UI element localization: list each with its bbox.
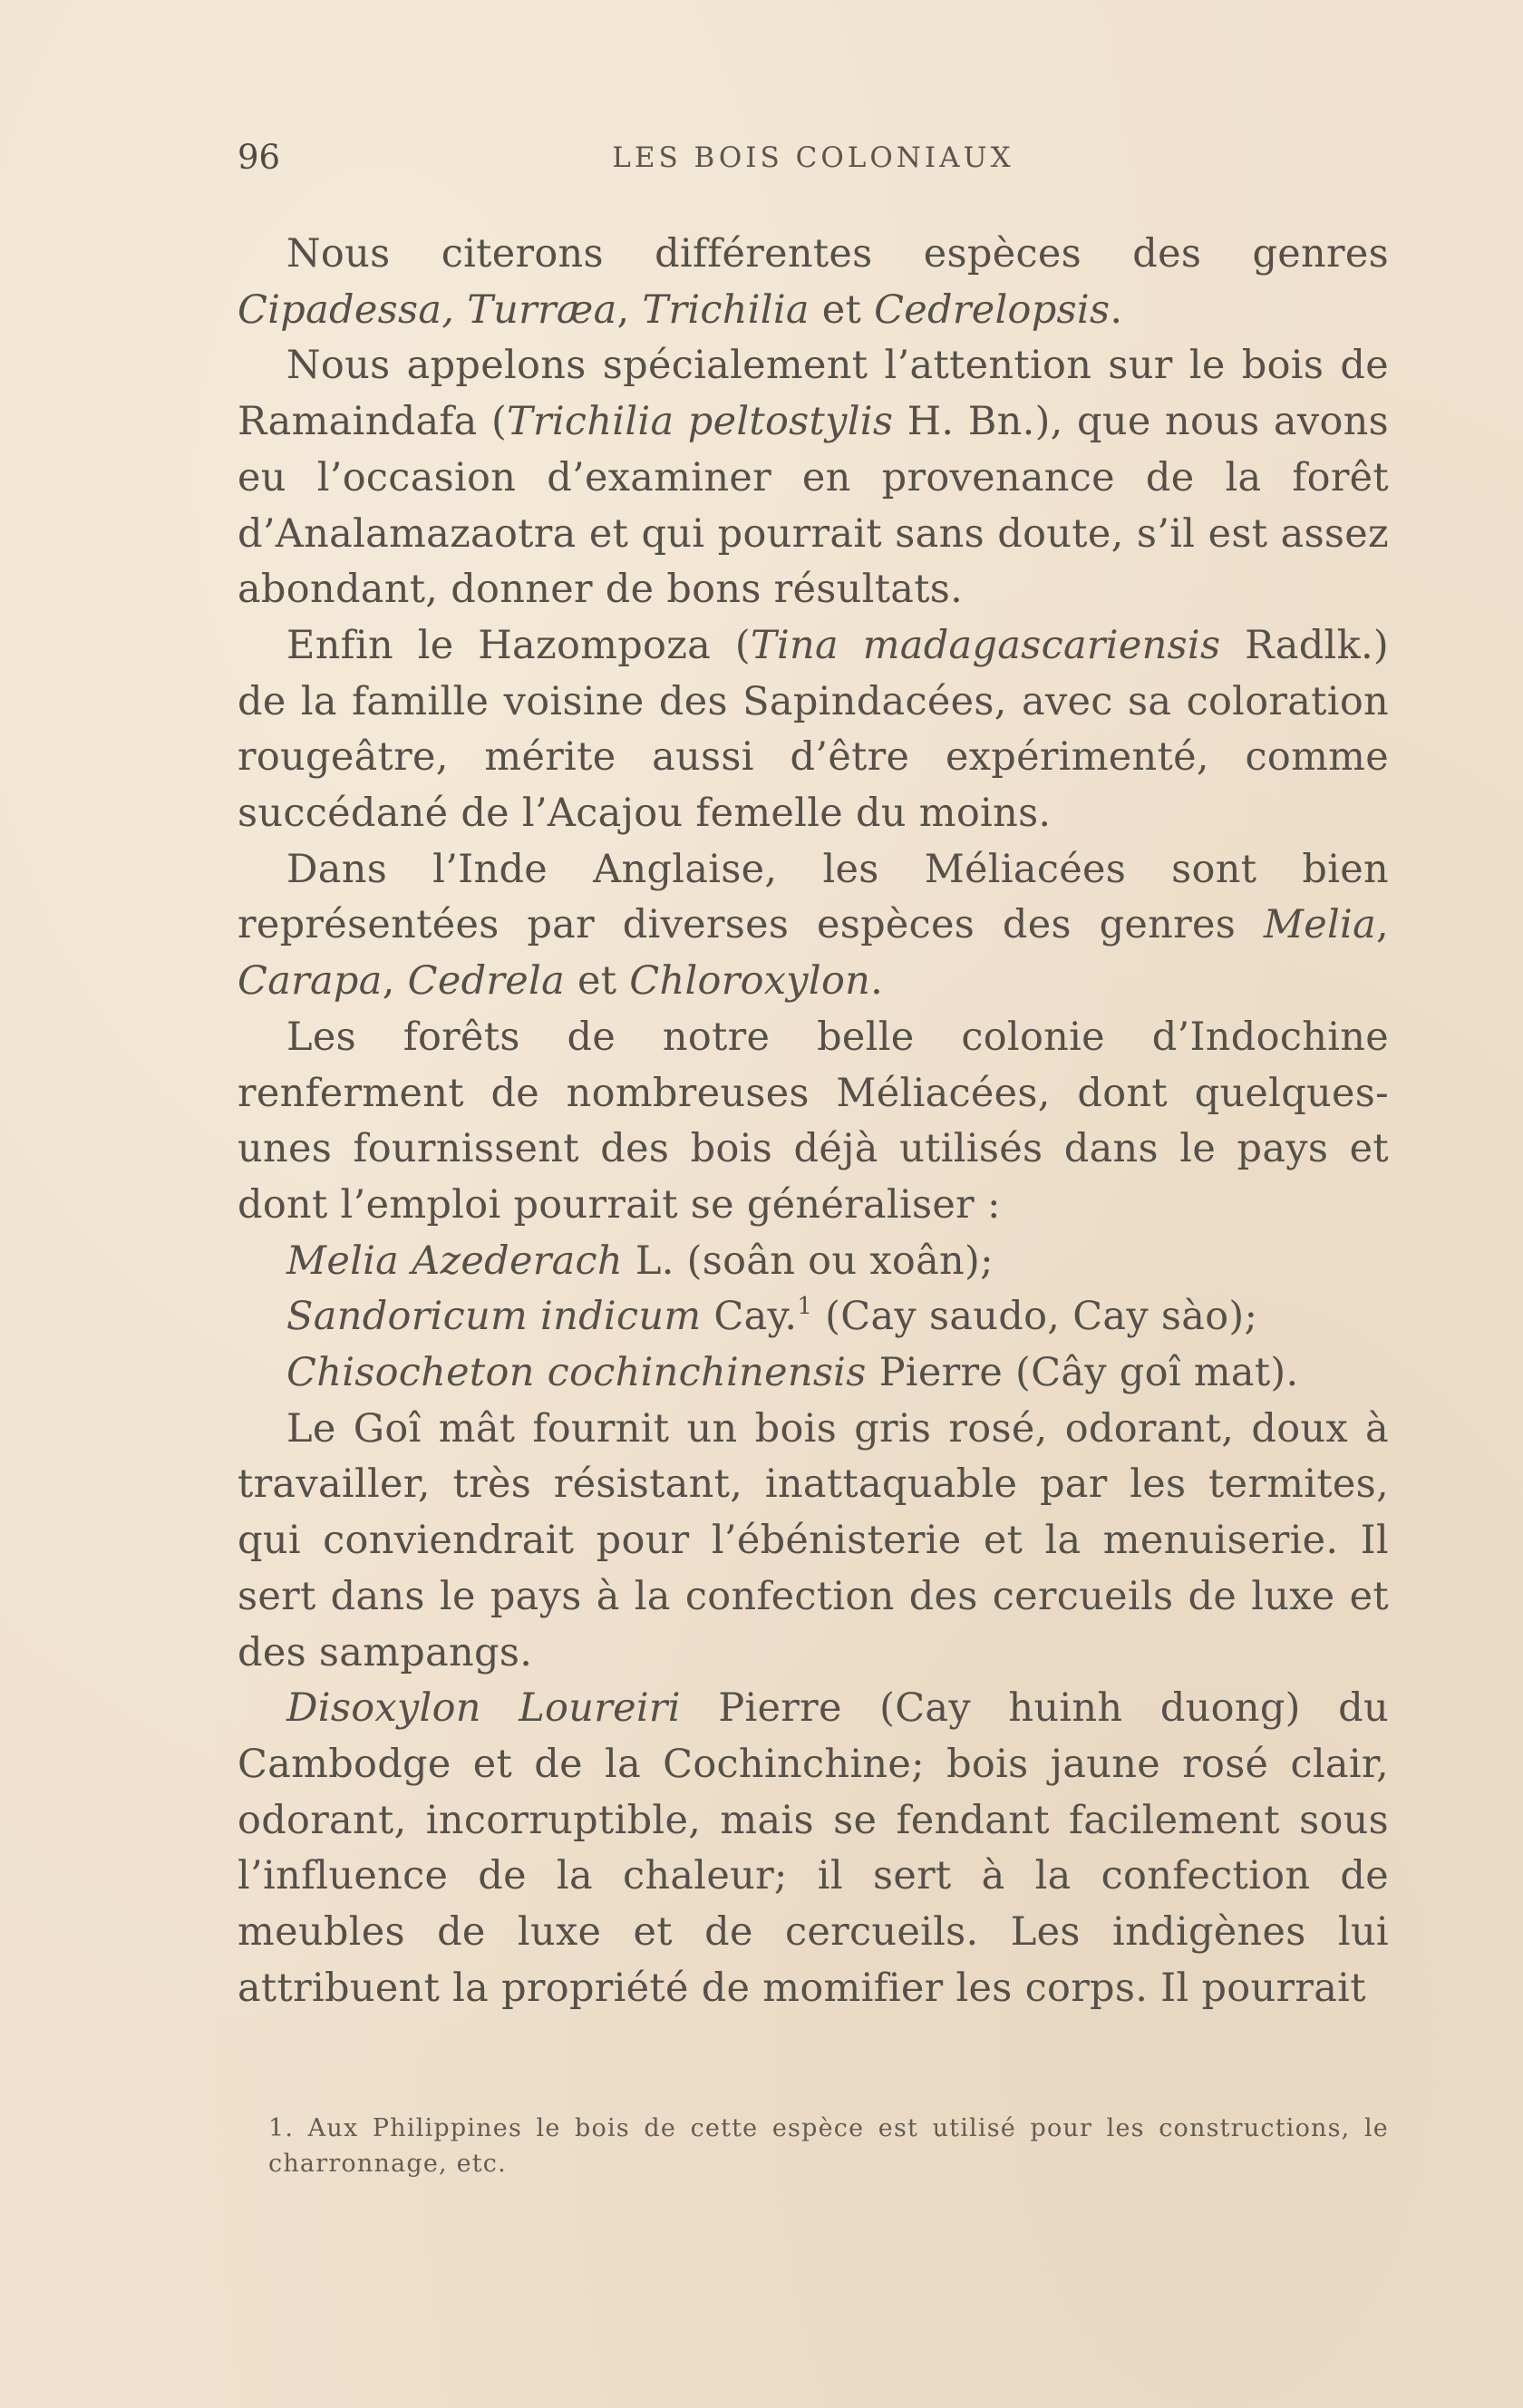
italic-run: Trichilia peltostylis bbox=[507, 399, 894, 445]
paragraph-ramaindafa bbox=[238, 338, 1389, 618]
species-name: Chisocheton cochinchinensis bbox=[286, 1350, 867, 1396]
page-header bbox=[238, 138, 1389, 185]
text-run: L. (soân ou xoân); bbox=[622, 1238, 994, 1284]
italic-run: Melia bbox=[1263, 902, 1377, 948]
text-run: Les forêts de notre belle colonie d’Indochine renferment de nombreuses Méliacées, dont quelques-unes fournissent des bois déjà utilisés dans le pays et dont l’emploi pourrait se généraliser : bbox=[238, 1014, 1389, 1228]
footnote bbox=[238, 2111, 1389, 2181]
species-name: Disoxylon Loureiri bbox=[286, 1685, 681, 1732]
species-name: Melia Azederach bbox=[286, 1238, 623, 1284]
text-run: Radlk.) de la famille voisine des Sapindacées, avec sa coloration rougeâtre, mérite aussi d’être expérimenté, comme succédané de l’Acajou femelle du moins. bbox=[238, 622, 1389, 837]
paragraph-hazompoza bbox=[238, 618, 1389, 842]
text-run: H. Bn.), que nous avons eu l’occasion d’examiner en provenance de la forêt d’Analamazaotra et qui pourrait sans doute, s’il est assez abondant, donner de bons résultats. bbox=[238, 399, 1390, 613]
running-title: LES BOIS COLONIAUX bbox=[612, 141, 1014, 174]
text-run: . bbox=[1110, 286, 1123, 333]
paragraph-indochine bbox=[238, 1010, 1389, 1234]
species-melia bbox=[238, 1234, 1389, 1290]
paragraph-disoxylon bbox=[238, 1681, 1389, 2016]
text-run: , bbox=[382, 958, 408, 1005]
text-run: Enfin le Hazompoza ( bbox=[286, 622, 751, 668]
italic-run: Trichilia bbox=[642, 286, 810, 333]
body-text bbox=[238, 227, 1389, 2017]
species-chisocheton bbox=[238, 1345, 1389, 1402]
italic-run: Carapa bbox=[238, 958, 383, 1005]
footnote-text: 1. Aux Philippines le bois de cette espèce est utilisé pour les constructions, le charronnage, etc. bbox=[268, 2114, 1389, 2178]
text-run: Pierre (Cây goî mat). bbox=[866, 1350, 1299, 1396]
paragraph-goi-mat bbox=[238, 1402, 1389, 1682]
text-run: et bbox=[565, 958, 630, 1005]
footnote-marker: 1 bbox=[797, 1293, 813, 1321]
italic-run: Tina madagascariensis bbox=[750, 622, 1221, 668]
italic-run: Cipadessa, Turræa bbox=[238, 286, 617, 333]
text-run: (Cay saudo, Cay sào); bbox=[812, 1294, 1258, 1340]
text-run: Le Goî mât fournit un bois gris rosé, odorant, doux à travailler, très résistant, inattaquable par les termites, qui conviendrait pour l’ébénisterie et la menuiserie. Il sert dans le pays à la confection des cercueils de luxe et des sampangs. bbox=[238, 1405, 1389, 1675]
text-run: Pierre (Cay huinh duong) du Cambodge et de la Cochinchine; bois jaune rosé clair, odorant, incorruptible, mais se fendant facilement sous l’influence de la chaleur; il sert à la confection de meubles de luxe et de cercueils. Les indigènes lui attribuent la propriété de momifier les corps. Il pourrait bbox=[238, 1685, 1390, 2011]
text-run: et bbox=[809, 286, 875, 333]
italic-run: Cedrelopsis bbox=[874, 286, 1111, 333]
italic-run: Cedrela bbox=[407, 958, 566, 1005]
text-run: Dans l’Inde Anglaise, les Méliacées sont bien représentées par diverses espèces des genres bbox=[238, 846, 1389, 948]
paragraph-genres bbox=[238, 227, 1389, 338]
page-number: 96 bbox=[238, 138, 281, 177]
text-run: Cay. bbox=[701, 1294, 798, 1340]
text-run: , bbox=[616, 286, 643, 333]
species-sandoricum bbox=[238, 1289, 1389, 1345]
species-name: Sandoricum indicum bbox=[286, 1294, 702, 1340]
text-run: . bbox=[870, 958, 884, 1005]
text-run: Nous citerons différentes espèces des genres bbox=[286, 231, 1389, 277]
italic-run: Chloroxylon bbox=[629, 958, 871, 1005]
text-run: , bbox=[1376, 902, 1389, 948]
paragraph-inde-anglaise bbox=[238, 842, 1389, 1010]
text-run: Nous appelons spécialement l’attention sur le bois de Ramaindafa ( bbox=[238, 343, 1389, 445]
